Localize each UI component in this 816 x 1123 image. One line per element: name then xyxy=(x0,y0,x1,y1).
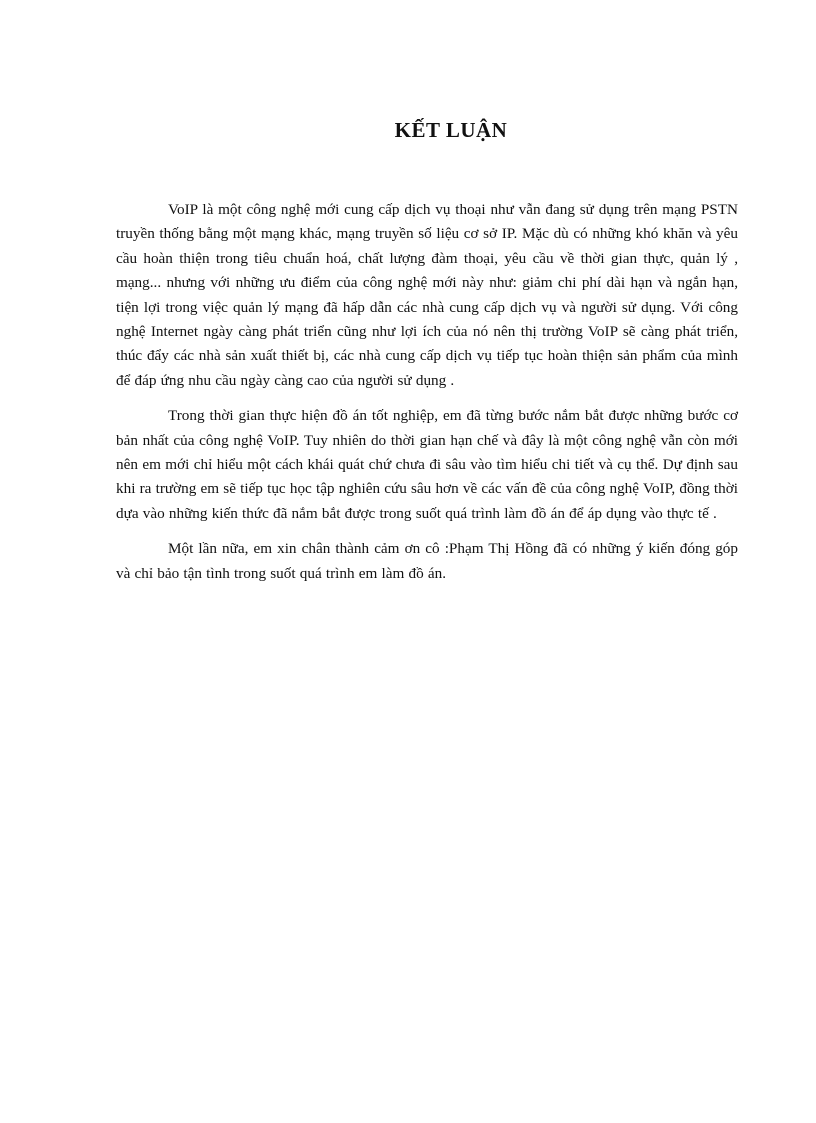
page-title: KẾT LUẬN xyxy=(394,118,508,142)
paragraph-acknowledgement: Một lần nữa, em xin chân thành cảm ơn cô :Phạm Thị Hồng đã có những ý kiến đóng góp và chỉ bảo tận tình trong suốt quá trình em làm đồ án. xyxy=(116,540,738,582)
paragraph-project-experience: Trong thời gian thực hiện đồ án tốt nghiệp, em đã từng bước nắm bắt được những bước cơ bản nhất của công nghệ VoIP. Tuy nhiên do thời gian hạn chế và đây là một công nghệ vẫn còn mới nên em mới chỉ hiểu một cách khái quát chứ chưa đi sâu vào tìm hiểu chi tiết và cụ thể. Dự định sau khi ra trường em sẽ tiếp tục học tập nghiên cứu sâu hơn về các vấn đề của công nghệ VoIP, đồng thời dựa vào những kiến thức đã nắm bắt được trong suốt quá trình làm đồ án để áp dụng vào thực tế . xyxy=(116,407,738,522)
paragraph-conclusion-voip: VoIP là một công nghệ mới cung cấp dịch vụ thoại như vẫn đang sử dụng trên mạng PSTN truyền thống bằng một mạng khác, mạng truyền số liệu cơ sở IP. Mặc dù có những khó khăn và yêu cầu hoàn thiện trong tiêu chuẩn hoá, chất lượng đàm thoại, yêu cầu về thời gian thực, quản lý , mạng... nhưng với những ưu điểm của công nghệ mới này như: giảm chi phí dài hạn và ngắn hạn, tiện lợi trong việc quản lý mạng đã hấp dẫn các nhà cung cấp dịch vụ và người sử dụng. Với công nghệ Internet ngày càng phát triển cũng như lợi ích của nó nên thị trường VoIP sẽ càng phát triển, thúc đẩy các nhà sản xuất thiết bị, các nhà cung cấp dịch vụ tiếp tục hoàn thiện sản phẩm của mình để đáp ứng nhu cầu ngày càng cao của người sử dụng . xyxy=(116,201,738,389)
document-body xyxy=(116,198,738,597)
